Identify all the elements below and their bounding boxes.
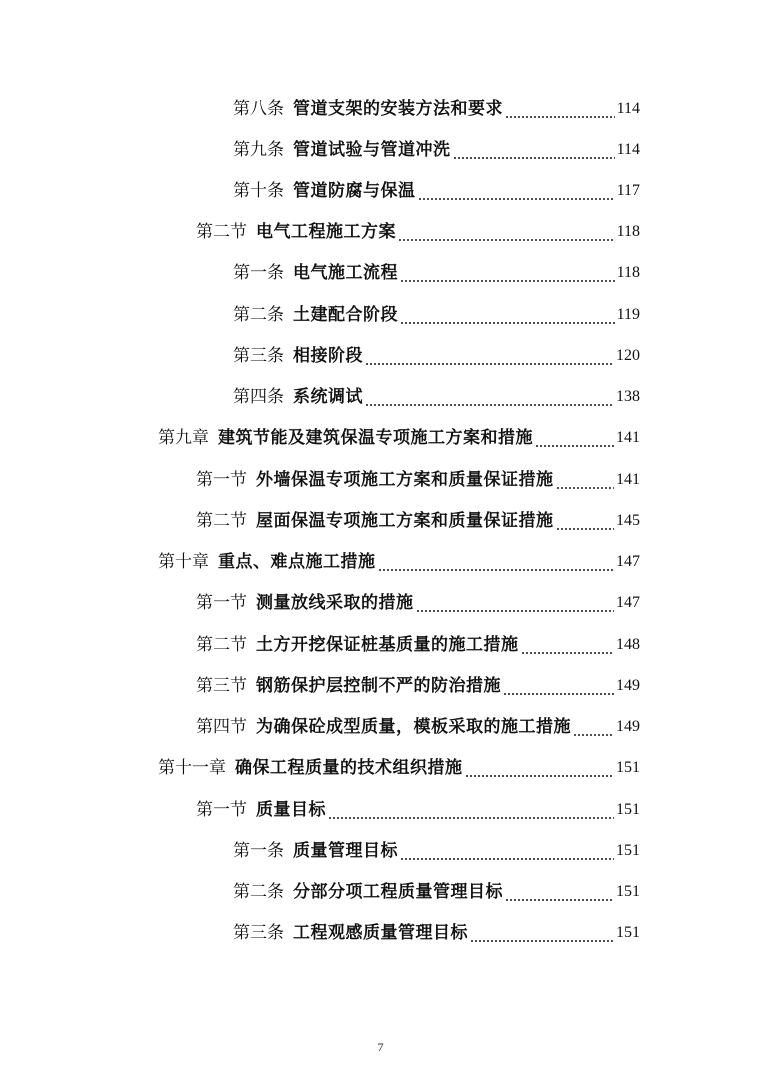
- toc-entry-page: 151: [616, 842, 640, 859]
- toc-entry[interactable]: [233, 873, 640, 903]
- toc-entry-number: 第一节: [196, 593, 247, 613]
- dot-leader: [418, 180, 615, 202]
- dot-leader: [328, 799, 614, 821]
- toc-entry-page: 149: [616, 677, 640, 694]
- toc-entry-title: 管道支架的安装方法和要求: [293, 99, 503, 119]
- toc-entry-page: 145: [616, 512, 640, 529]
- toc-entry-title: 质量目标: [256, 800, 326, 820]
- toc-entry-title: 土方开挖保证桩基质量的施工措施: [256, 635, 519, 655]
- dot-leader: [465, 757, 615, 779]
- dot-leader: [400, 304, 615, 326]
- toc-entry-title: 相接阶段: [293, 346, 363, 366]
- toc-entry-number: 第三条: [233, 346, 284, 366]
- toc-entry[interactable]: [233, 131, 640, 161]
- toc-entry-number: 第三条: [233, 923, 284, 943]
- dot-leader: [400, 262, 615, 284]
- toc-entry[interactable]: [233, 296, 640, 326]
- toc-entry-title: 外墙保温专项施工方案和质量保证措施: [256, 470, 554, 490]
- toc-entry-title: 确保工程质量的技术组织措施: [235, 758, 463, 778]
- page-number: 7: [377, 1040, 384, 1054]
- dot-leader: [365, 386, 614, 408]
- dot-leader: [573, 716, 614, 738]
- dot-leader: [470, 922, 614, 944]
- dot-leader: [365, 345, 614, 367]
- toc-entry-title: 电气工程施工方案: [256, 222, 396, 242]
- toc-entry-page: 148: [616, 636, 640, 653]
- toc-entry-number: 第十条: [233, 181, 284, 201]
- toc-entry[interactable]: [233, 832, 640, 862]
- toc-entry-number: 第四条: [233, 387, 284, 407]
- toc-entry-title: 质量管理目标: [293, 841, 398, 861]
- toc-entry[interactable]: [233, 254, 640, 284]
- toc-entry-title: 屋面保温专项施工方案和质量保证措施: [256, 511, 554, 531]
- toc-entry-page: 151: [616, 883, 640, 900]
- toc-entry-title: 测量放线采取的措施: [256, 593, 414, 613]
- toc-entry[interactable]: [196, 667, 640, 697]
- toc-entry[interactable]: [233, 914, 640, 944]
- toc-entry-page: 151: [616, 759, 640, 776]
- toc-entry-number: 第三节: [196, 676, 247, 696]
- toc-entry-page: 147: [616, 594, 640, 611]
- toc-entry[interactable]: [196, 708, 640, 738]
- toc-entry-title: 工程观感质量管理目标: [293, 923, 468, 943]
- toc-entry-title: 建筑节能及建筑保温专项施工方案和措施: [218, 428, 533, 448]
- toc-entry-number: 第二条: [233, 882, 284, 902]
- toc-entry[interactable]: [196, 584, 640, 614]
- toc-entry-page: 138: [616, 388, 640, 405]
- toc-entry-page: 149: [616, 718, 640, 735]
- dot-leader: [398, 221, 615, 243]
- dot-leader: [505, 881, 614, 903]
- toc-entry-number: 第十章: [158, 552, 209, 572]
- dot-leader: [400, 840, 614, 862]
- toc-entry-page: 118: [616, 264, 640, 281]
- dot-leader: [503, 675, 614, 697]
- toc-entry-page: 114: [616, 100, 640, 117]
- toc-entry-number: 第十一章: [158, 758, 226, 778]
- toc-entry[interactable]: [196, 502, 640, 532]
- toc-entry-title: 土建配合阶段: [293, 305, 398, 325]
- toc-entry-title: 为确保砼成型质量，模板采取的施工措施: [256, 717, 571, 737]
- toc-entry-page: 141: [616, 471, 640, 488]
- dot-leader: [556, 469, 615, 491]
- toc-entry[interactable]: [196, 461, 640, 491]
- toc-entry[interactable]: [196, 213, 640, 243]
- toc-entry[interactable]: [233, 90, 640, 120]
- toc-entry-number: 第二节: [196, 222, 247, 242]
- toc-entry-title: 管道防腐与保温: [293, 181, 416, 201]
- toc-entry-page: 151: [616, 924, 640, 941]
- toc-entry[interactable]: [158, 419, 640, 449]
- toc-entry-page: 114: [616, 141, 640, 158]
- toc-entry-page: 118: [616, 223, 640, 240]
- toc-entry-number: 第四节: [196, 717, 247, 737]
- toc-entry-number: 第二条: [233, 305, 284, 325]
- toc-entry-title: 电气施工流程: [293, 263, 398, 283]
- toc-entry[interactable]: [158, 543, 640, 573]
- toc-entry-page: 120: [616, 347, 640, 364]
- toc-entry-page: 141: [616, 429, 640, 446]
- dot-leader: [505, 98, 615, 120]
- toc-entry-title: 分部分项工程质量管理目标: [293, 882, 503, 902]
- dot-leader: [556, 510, 615, 532]
- toc-entry-number: 第八条: [233, 99, 284, 119]
- dot-leader: [416, 592, 615, 614]
- toc-entry-title: 系统调试: [293, 387, 363, 407]
- toc-entry-page: 147: [616, 553, 640, 570]
- toc-entry-title: 重点、难点施工措施: [218, 552, 376, 572]
- toc-entry-title: 管道试验与管道冲洗: [293, 140, 451, 160]
- dot-leader: [378, 551, 615, 573]
- toc-entry[interactable]: [196, 791, 640, 821]
- dot-leader: [453, 139, 615, 161]
- toc-entry[interactable]: [233, 172, 640, 202]
- toc-entry-page: 151: [616, 801, 640, 818]
- toc-entry-page: 119: [616, 306, 640, 323]
- toc-entry-number: 第一条: [233, 841, 284, 861]
- toc-entry-number: 第二节: [196, 635, 247, 655]
- toc-entry-number: 第一节: [196, 470, 247, 490]
- toc-entry-number: 第一条: [233, 263, 284, 283]
- toc-entry-page: 117: [616, 182, 640, 199]
- dot-leader: [521, 634, 615, 656]
- toc-entry[interactable]: [196, 626, 640, 656]
- toc-entry[interactable]: [233, 337, 640, 367]
- toc-entry[interactable]: [233, 378, 640, 408]
- toc-entry-title: 钢筋保护层控制不严的防治措施: [256, 676, 501, 696]
- toc-entry[interactable]: [158, 749, 640, 779]
- toc-entry-number: 第九章: [158, 428, 209, 448]
- toc-entry-number: 第九条: [233, 140, 284, 160]
- toc-entry-number: 第二节: [196, 511, 247, 531]
- toc-entry-number: 第一节: [196, 800, 247, 820]
- dot-leader: [535, 427, 614, 449]
